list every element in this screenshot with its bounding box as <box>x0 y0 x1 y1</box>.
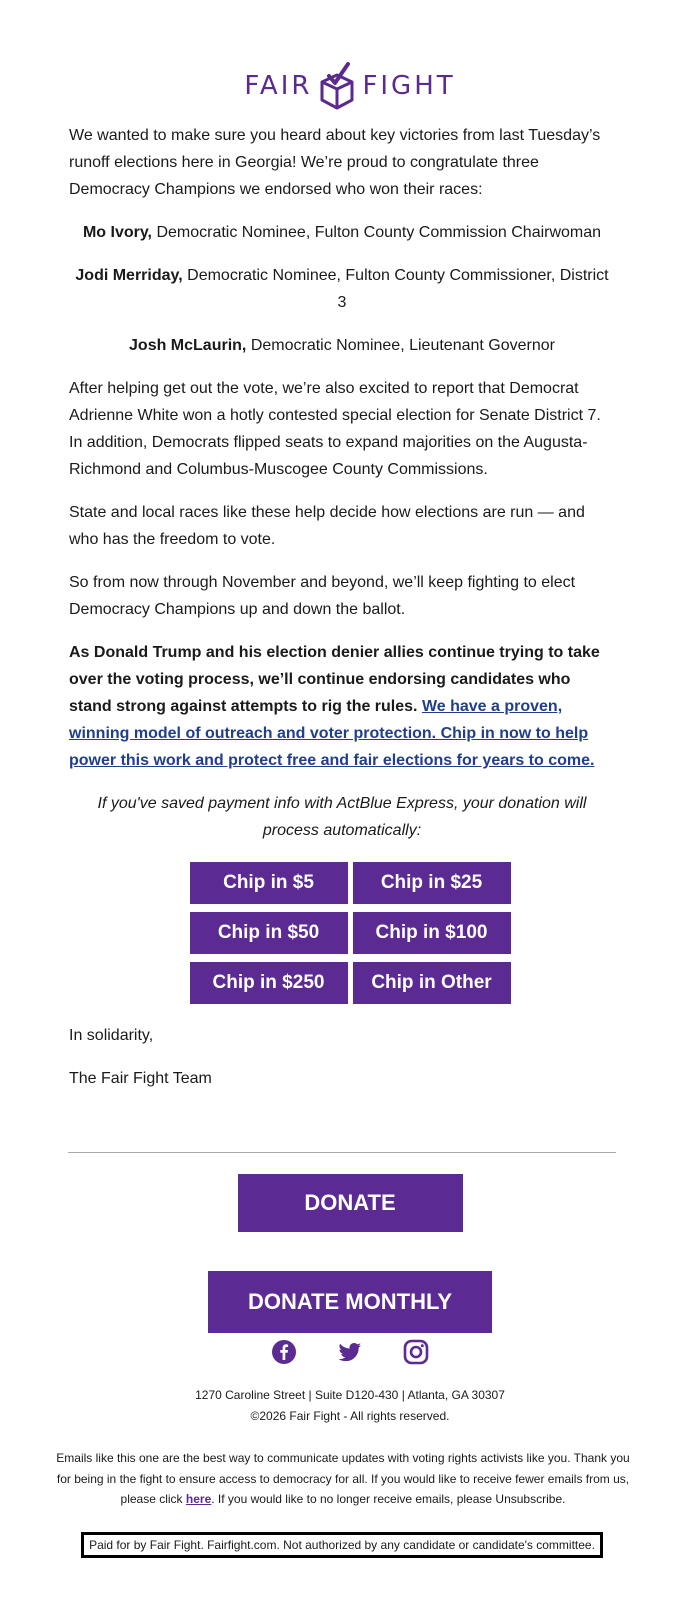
state-races-paragraph: State and local races like these help decide how elections are run — and who has the freedom to vote. <box>69 504 585 548</box>
november-paragraph: So from now through November and beyond, we’ll keep fighting to elect Democracy Champions up and down the ballot. <box>69 574 576 618</box>
signature: The Fair Fight Team <box>69 1070 212 1087</box>
chip-in-50-button[interactable]: Chip in $50 <box>190 912 348 954</box>
email-preferences-pre: Emails like this one are the best way to communicate updates with voting rights activists like you. Thank you for being in the fight to ensure access to democracy for all. If you would like to receive fewer emails from us, please click <box>56 1451 630 1506</box>
footer <box>0 1385 700 1558</box>
email-page <box>0 60 700 1558</box>
champion-3 <box>69 332 615 359</box>
champion-name: Mo Ivory, <box>82 224 152 241</box>
results-paragraph: After helping get out the vote, we’re also excited to report that Democrat Adrienne White won a hotly contested special election for Senate District 7. In addition, Democrats flipped seats to expand majorities on the Augusta-Richmond and Columbus-Muscogee County Commissions. <box>69 380 601 478</box>
logo-word-left: FAIR <box>244 71 313 101</box>
ballot-box-icon <box>318 62 356 110</box>
fair-fight-logo[interactable] <box>0 60 700 112</box>
facebook-icon[interactable] <box>271 1339 297 1365</box>
champion-2 <box>69 262 615 316</box>
champion-role: Democratic Nominee, Fulton County Commission Chairwoman <box>152 224 602 241</box>
champion-role: Democratic Nominee, Lieutenant Governor <box>246 337 555 354</box>
email-preferences-text <box>0 1448 700 1510</box>
mailing-address: 1270 Caroline Street | Suite D120-430 | Atlanta, GA 30307 <box>195 1388 505 1402</box>
champion-name: Josh McLaurin, <box>129 337 247 354</box>
champion-1 <box>69 219 615 246</box>
chip-in-5-button[interactable]: Chip in $5 <box>190 862 348 904</box>
paid-for-disclaimer: Paid for by Fair Fight. Fairfight.com. Not authorized by any candidate or candidate's committee. <box>81 1532 603 1558</box>
intro-paragraph: We wanted to make sure you heard about key victories from last Tuesday’s runoff elections here in Georgia! We’re proud to congratulate three Democracy Champions we endorsed who won their races: <box>69 127 601 198</box>
chip-in-25-button[interactable]: Chip in $25 <box>353 862 511 904</box>
chip-in-buttons <box>0 862 700 1004</box>
instagram-icon[interactable] <box>403 1339 429 1365</box>
chip-in-other-button[interactable]: Chip in Other <box>353 962 511 1004</box>
actblue-express-note: If you've saved payment info with ActBlue Express, your donation will process automatically: <box>97 795 587 839</box>
signoff-block <box>0 1022 700 1092</box>
email-body <box>0 122 700 844</box>
signoff: In solidarity, <box>69 1027 154 1044</box>
chip-in-link[interactable]: We have a proven, winning model of outreach and voter protection. Chip in now to help power this work and protect free and fair elections for years to come. <box>69 698 595 769</box>
chip-in-100-button[interactable]: Chip in $100 <box>353 912 511 954</box>
appeal-bold-text: As Donald Trump and his election denier allies continue trying to take over the voting process, we’ll continue endorsing candidates who stand strong against attempts to rig the rules. <box>69 644 600 715</box>
chip-in-250-button[interactable]: Chip in $250 <box>190 962 348 1004</box>
champion-role: Democratic Nominee, Fulton County Commissioner, District 3 <box>182 267 609 311</box>
twitter-icon[interactable] <box>337 1339 363 1365</box>
donate-monthly-button[interactable]: DONATE MONTHLY <box>208 1271 492 1333</box>
logo-word-right: FIGHT <box>362 71 456 101</box>
email-preferences-post: . If you would like to no longer receive emails, please Unsubscribe. <box>211 1492 566 1506</box>
appeal-paragraph <box>69 639 615 774</box>
donate-button[interactable]: DONATE <box>238 1174 463 1232</box>
social-links <box>0 1339 700 1365</box>
champion-name: Jodi Merriday, <box>75 267 183 284</box>
copyright: ©2026 Fair Fight - All rights reserved. <box>250 1408 450 1423</box>
fewer-emails-link[interactable]: here <box>185 1492 212 1506</box>
